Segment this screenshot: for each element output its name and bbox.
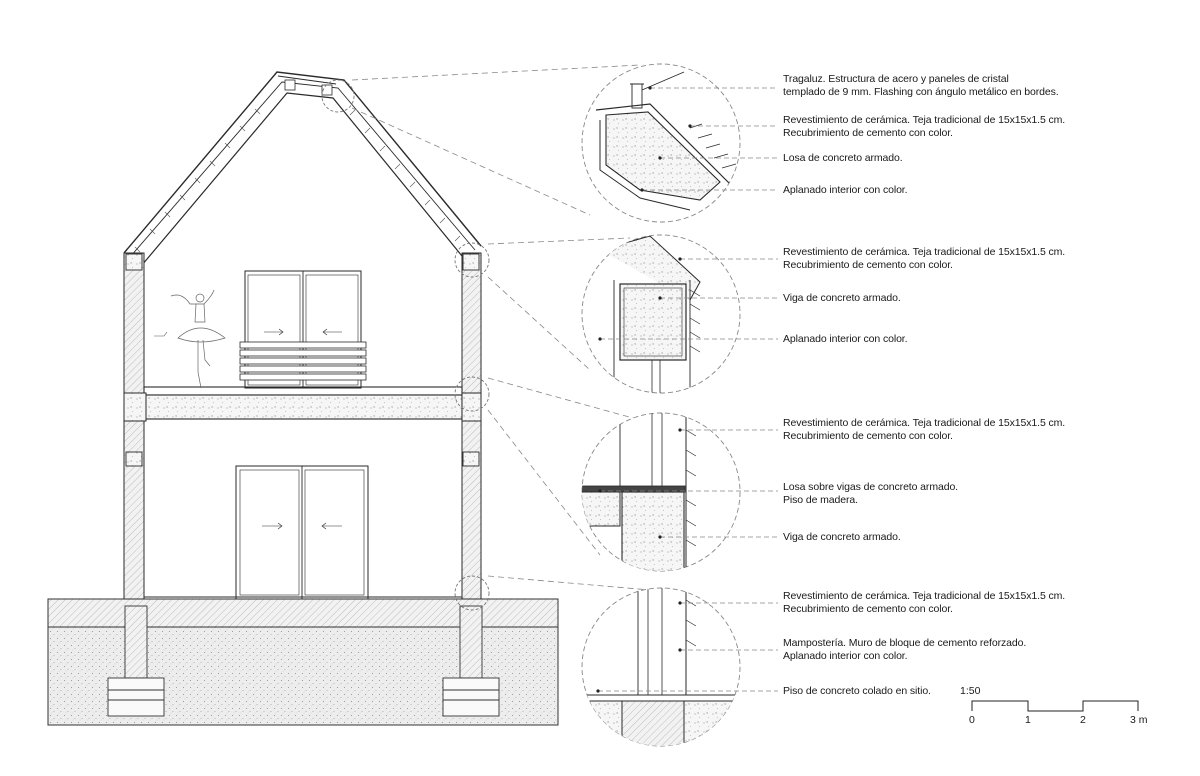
annotation-line: Recubrimiento de cemento con color. [783, 430, 953, 442]
annotation-ceramic-4 [783, 590, 1065, 616]
annotation-beam-1 [783, 292, 901, 305]
annotation-masonry [783, 637, 1026, 663]
annotation-plaster-1 [783, 184, 907, 197]
annotation-line: Aplanado interior con color. [783, 333, 908, 345]
house-section [124, 72, 481, 599]
scale-bar [972, 701, 1138, 711]
annotation-line: Piso de concreto colado en sitio. [783, 685, 931, 697]
detail-foundation [575, 585, 740, 751]
annotation-line: Recubrimiento de cemento con color. [783, 127, 953, 139]
annotation-line: Aplanado interior con color. [783, 184, 908, 196]
annotation-ceramic-1 [783, 114, 1065, 140]
annotation-line: Revestimiento de cerámica. Teja tradicional de 15x15x1.5 cm. [783, 417, 1066, 429]
annotation-slab [783, 152, 903, 165]
scale-tick-2: 2 [1080, 714, 1086, 726]
wall-fixture [154, 332, 167, 336]
annotation-line: Tragaluz. Estructura de acero y paneles de cristal [783, 73, 1009, 85]
annotation-line: templado de 9 mm. Flashing con ángulo metálico en bordes. [783, 86, 1059, 98]
annotation-floor-slab [783, 481, 958, 507]
annotation-line: Revestimiento de cerámica. Teja tradicional de 15x15x1.5 cm. [783, 114, 1066, 126]
annotation-ceramic-3 [783, 417, 1065, 443]
annotation-line: Mampostería. Muro de bloque de cemento reforzado. [783, 637, 1027, 649]
annotation-line: Revestimiento de cerámica. Teja tradicional de 15x15x1.5 cm. [783, 590, 1066, 602]
annotation-plaster-2 [783, 333, 907, 346]
scale-tick-1: 1 [1025, 714, 1031, 726]
annotation-line: Losa sobre vigas de concreto armado. [783, 481, 959, 493]
annotation-line: Losa de concreto armado. [783, 152, 903, 164]
annotation-beam-2 [783, 531, 901, 544]
annotation-line: Recubrimiento de cemento con color. [783, 259, 953, 271]
annotation-line: Revestimiento de cerámica. Teja tradicional de 15x15x1.5 cm. [783, 246, 1066, 258]
scale-tick-0: 0 [969, 714, 975, 726]
annotation-line: Aplanado interior con color. [783, 650, 908, 662]
annotation-ground-slab [783, 685, 931, 698]
scale-tick-3: 3 m [1130, 714, 1148, 726]
annotation-line: Viga de concreto armado. [783, 531, 901, 543]
annotation-line: Piso de madera. [783, 494, 858, 506]
annotation-skylight [783, 73, 1059, 99]
detail-eave-beam [582, 235, 740, 400]
annotation-line: Recubrimiento de cemento con color. [783, 603, 953, 615]
dancer-figure [171, 290, 225, 388]
scale-ratio: 1:50 [960, 685, 981, 697]
annotation-line: Viga de concreto armado. [783, 292, 901, 304]
annotation-ceramic-2 [783, 246, 1065, 272]
